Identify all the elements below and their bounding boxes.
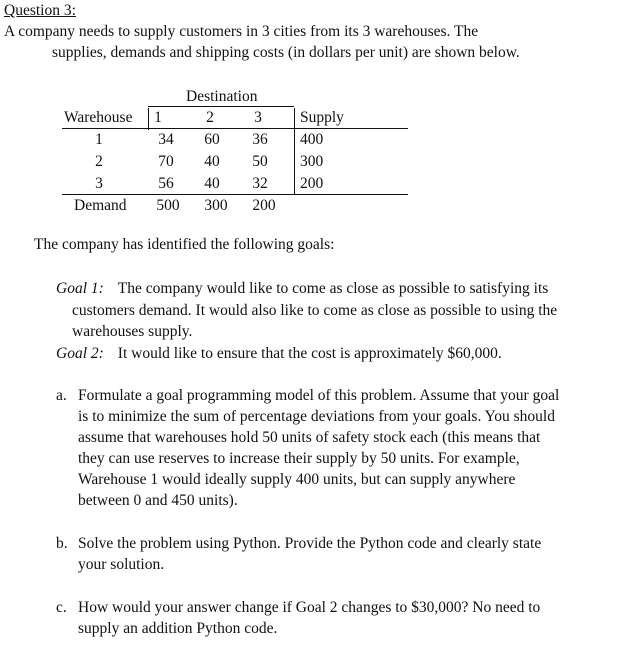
cost-cell: 40 xyxy=(204,175,220,192)
cost-cell: 34 xyxy=(158,131,174,148)
part-b-label: b. xyxy=(56,535,68,552)
goal-1-label: Goal 1: xyxy=(56,280,104,297)
demand-cell: 300 xyxy=(204,197,228,214)
supply-cell: 400 xyxy=(300,131,324,148)
supply-cell: 300 xyxy=(300,153,324,170)
goal-2-text: It would like to ensure that the cost is approximately $60,000. xyxy=(117,345,502,362)
goal-1 xyxy=(56,280,548,298)
supply-header: Supply xyxy=(300,109,344,126)
question-title: Question 3: xyxy=(4,2,76,19)
goal-2 xyxy=(56,345,502,363)
cost-cell: 32 xyxy=(252,175,268,192)
part-a-line: Formulate a goal programming model of this problem. Assume that your goal xyxy=(78,387,560,404)
warehouse-3: 3 xyxy=(95,175,103,192)
part-a-label: a. xyxy=(56,387,67,404)
part-b-line: Solve the problem using Python. Provide the Python code and clearly state xyxy=(78,535,542,552)
table-rule xyxy=(62,194,408,195)
part-c-line: How would your answer change if Goal 2 changes to $30,000? No need to xyxy=(78,599,541,616)
part-c-label: c. xyxy=(56,599,67,616)
goals-intro: The company has identified the following goals: xyxy=(34,236,335,253)
part-a-line: is to minimize the sum of percentage deviations from your goals. You should xyxy=(78,408,555,425)
cost-cell: 40 xyxy=(204,153,220,170)
demand-cell: 500 xyxy=(156,197,180,214)
goal-2-label: Goal 2: xyxy=(56,345,104,362)
part-a-line: Warehouse 1 would ideally supply 400 units, but can supply anywhere xyxy=(78,471,516,488)
cost-cell: 36 xyxy=(252,131,268,148)
goal-1-line-3: warehouses supply. xyxy=(72,323,193,340)
part-a-line: they can use reserves to increase their supply by 50 units. For example, xyxy=(78,450,520,467)
warehouse-header: Warehouse xyxy=(64,109,133,126)
table-rule xyxy=(294,108,295,194)
cost-cell: 56 xyxy=(158,175,174,192)
destination-1: 1 xyxy=(154,109,162,126)
table-rule xyxy=(148,106,294,107)
goal-1-text: The company would like to come as close as possible to satisfying its xyxy=(117,280,549,297)
table-rule xyxy=(62,128,408,129)
cost-cell: 50 xyxy=(252,153,268,170)
warehouse-1: 1 xyxy=(95,131,103,148)
part-a-line: assume that warehouses hold 50 units of safety stock each (this means that xyxy=(78,429,541,446)
cost-cell: 60 xyxy=(204,131,220,148)
intro-line-1: A company needs to supply customers in 3 cities from its 3 warehouses. The xyxy=(4,23,479,40)
destination-2: 2 xyxy=(206,109,214,126)
destination-3: 3 xyxy=(254,109,262,126)
destination-header: Destination xyxy=(186,88,258,105)
intro-line-2: supplies, demands and shipping costs (in dollars per unit) are shown below. xyxy=(52,44,520,61)
table-rule xyxy=(148,108,149,130)
part-c-line: supply an addition Python code. xyxy=(78,620,278,637)
supply-cell: 200 xyxy=(300,175,324,192)
cost-cell: 70 xyxy=(158,153,174,170)
demand-cell: 200 xyxy=(252,197,276,214)
part-a-line: between 0 and 450 units). xyxy=(78,492,238,509)
goal-1-line-2: customers demand. It would also like to come as close as possible to using the xyxy=(72,302,558,319)
part-b-line: your solution. xyxy=(78,556,165,573)
demand-label: Demand xyxy=(74,197,127,214)
warehouse-2: 2 xyxy=(95,153,103,170)
